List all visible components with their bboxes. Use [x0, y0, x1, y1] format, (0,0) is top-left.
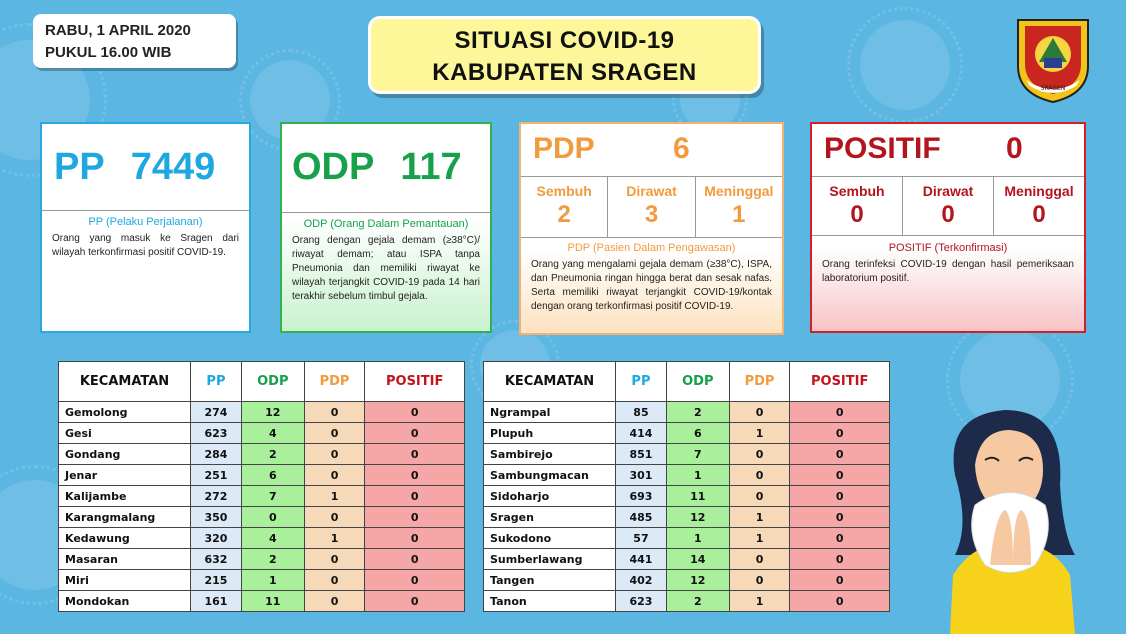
positif-cell: 0: [365, 570, 465, 591]
pp-headline: [54, 146, 215, 189]
table-row: [59, 486, 465, 507]
odp-desc-title: ODP (Orang Dalam Pemantauan): [303, 218, 469, 230]
positif-cell: 0: [790, 549, 890, 570]
odp-cell: 12: [666, 570, 729, 591]
positif-meninggal: Meninggal 0: [993, 177, 1084, 235]
odp-cell: 14: [666, 549, 729, 570]
odp-cell: 1: [666, 528, 729, 549]
pdp-cell: 1: [729, 423, 790, 444]
pdp-sembuh: Sembuh 2: [536, 183, 592, 228]
pp-value: 7449: [130, 146, 216, 188]
header-pdp: PDP: [729, 362, 790, 402]
odp-cell: 4: [241, 528, 304, 549]
kecamatan-table-left: [58, 361, 465, 612]
odp-cell: 1: [241, 570, 304, 591]
pdp-value: 6: [673, 132, 690, 165]
virus-icon: [860, 20, 950, 110]
table-row: [59, 465, 465, 486]
odp-cell: 2: [241, 444, 304, 465]
odp-cell: 7: [666, 444, 729, 465]
pdp-cell: 0: [304, 465, 365, 486]
kecamatan-cell: Karangmalang: [59, 507, 191, 528]
pp-cell: 274: [191, 402, 242, 423]
odp-value: 117: [400, 146, 462, 188]
pdp-cell: 0: [304, 402, 365, 423]
pdp-label: PDP: [533, 132, 595, 165]
odp-cell: 2: [666, 591, 729, 612]
table-header-row: [59, 362, 465, 402]
table-row: [484, 465, 890, 486]
kecamatan-cell: Gesi: [59, 423, 191, 444]
header-pp: PP: [191, 362, 242, 402]
odp-cell: 2: [241, 549, 304, 570]
positif-cell: 0: [790, 423, 890, 444]
header-odp: ODP: [241, 362, 304, 402]
kecamatan-cell: Sambirejo: [484, 444, 616, 465]
table-row: [59, 423, 465, 444]
pdp-cell: 0: [729, 402, 790, 423]
pdp-cell: 0: [304, 591, 365, 612]
kecamatan-cell: Tangen: [484, 570, 616, 591]
table-row: [59, 549, 465, 570]
pp-cell: 485: [616, 507, 667, 528]
pp-cell: 215: [191, 570, 242, 591]
odp-headline: [292, 146, 462, 189]
kecamatan-cell: Gemolong: [59, 402, 191, 423]
time-text: PUKUL 16.00 WIB: [45, 44, 172, 61]
pp-cell: 623: [191, 423, 242, 444]
pdp-dirawat: Dirawat 3: [607, 177, 694, 237]
positif-label: POSITIF: [824, 132, 941, 165]
positif-desc-title: POSITIF (Terkonfirmasi): [888, 242, 1008, 254]
pdp-cell: 0: [304, 570, 365, 591]
positif-cell: 0: [790, 486, 890, 507]
header-positif: POSITIF: [790, 362, 890, 402]
pdp-desc-title: PDP (Pasien Dalam Pengawasan): [567, 242, 736, 254]
table-row: [59, 570, 465, 591]
pdp-cell: 0: [304, 549, 365, 570]
pdp-cell: 1: [304, 486, 365, 507]
positif-breakdown: [812, 176, 1084, 236]
pdp-meninggal: Meninggal 1: [695, 177, 782, 237]
odp-cell: 2: [666, 402, 729, 423]
positif-value: 0: [1006, 132, 1023, 165]
odp-cell: 6: [241, 465, 304, 486]
positif-cell: 0: [365, 528, 465, 549]
positif-cell: 0: [365, 591, 465, 612]
kecamatan-cell: Plupuh: [484, 423, 616, 444]
pdp-cell: 0: [729, 549, 790, 570]
table-row: [59, 507, 465, 528]
pdp-breakdown: [521, 176, 782, 238]
odp-cell: 11: [241, 591, 304, 612]
odp-label: ODP: [292, 146, 375, 188]
pdp-desc: Orang yang mengalami gejala demam (≥38°C), ISPA, dan Pneumonia ringan hingga berat dan sesak nafas. Serta memiliki riwayat terjangkit COVID-19/kontak dengan orang terkonfirmasi positif COVID-19.: [531, 259, 772, 312]
pdp-cell: 0: [304, 507, 365, 528]
pp-cell: 632: [191, 549, 242, 570]
positif-cell: 0: [365, 486, 465, 507]
pdp-cell: 0: [729, 444, 790, 465]
pdp-cell: 0: [729, 486, 790, 507]
positif-cell: 0: [365, 549, 465, 570]
kecamatan-cell: Sambungmacan: [484, 465, 616, 486]
table-header-row: [484, 362, 890, 402]
table-row: [484, 507, 890, 528]
pdp-cell: 1: [304, 528, 365, 549]
pdp-cell: 1: [729, 507, 790, 528]
positif-cell: 0: [365, 465, 465, 486]
pp-cell: 851: [616, 444, 667, 465]
kecamatan-cell: Kalijambe: [59, 486, 191, 507]
positif-cell: 0: [790, 444, 890, 465]
kecamatan-cell: Masaran: [59, 549, 191, 570]
positif-cell: 0: [790, 507, 890, 528]
pdp-cell: 0: [304, 444, 365, 465]
kecamatan-cell: Ngrampal: [484, 402, 616, 423]
table-row: [484, 423, 890, 444]
pp-cell: 272: [191, 486, 242, 507]
pp-cell: 414: [616, 423, 667, 444]
positif-cell: 0: [365, 402, 465, 423]
table-row: [59, 591, 465, 612]
odp-cell: 11: [666, 486, 729, 507]
table-row: [484, 402, 890, 423]
kecamatan-cell: Gondang: [59, 444, 191, 465]
table-row: [484, 486, 890, 507]
pdp-cell: 0: [729, 465, 790, 486]
kecamatan-cell: Kedawung: [59, 528, 191, 549]
date-text: RABU, 1 APRIL 2020: [45, 22, 191, 39]
pp-desc: Orang yang masuk ke Sragen dari wilayah terkonfirmasi positif COVID-19.: [52, 233, 239, 258]
positif-cell: 0: [365, 507, 465, 528]
table-row: [484, 570, 890, 591]
positif-cell: 0: [365, 423, 465, 444]
odp-cell: 4: [241, 423, 304, 444]
header-pp: PP: [616, 362, 667, 402]
pp-cell: 161: [191, 591, 242, 612]
odp-cell: 7: [241, 486, 304, 507]
kecamatan-cell: Jenar: [59, 465, 191, 486]
kecamatan-cell: Sidoharjo: [484, 486, 616, 507]
odp-cell: 0: [241, 507, 304, 528]
pp-cell: 85: [616, 402, 667, 423]
header-odp: ODP: [666, 362, 729, 402]
pp-cell: 693: [616, 486, 667, 507]
kecamatan-cell: Sragen: [484, 507, 616, 528]
table-row: [484, 444, 890, 465]
odp-cell: 6: [666, 423, 729, 444]
odp-desc: Orang dengan gejala demam (≥38°C)/ riwayat demam; atau ISPA tanpa Pneumonia dan memiliki riwayat ke wilayah terjangkit COVID-19 pada 14 hari terakhir sebelum timbul gejala.: [292, 235, 480, 302]
positif-card: [810, 122, 1086, 333]
table-row: [59, 444, 465, 465]
header-pdp: PDP: [304, 362, 365, 402]
pp-card: [40, 122, 251, 333]
table-row: [484, 549, 890, 570]
header-kecamatan: KECAMATAN: [59, 362, 191, 402]
pdp-cell: 0: [729, 570, 790, 591]
page-title: [368, 16, 761, 94]
pdp-headline: [533, 132, 690, 166]
header-positif: POSITIF: [365, 362, 465, 402]
sragen-logo-icon: [1014, 14, 1092, 104]
pdp-cell: 0: [304, 423, 365, 444]
pp-cell: 320: [191, 528, 242, 549]
table-row: [59, 402, 465, 423]
pdp-cell: 1: [729, 591, 790, 612]
kecamatan-cell: Miri: [59, 570, 191, 591]
table-row: [484, 591, 890, 612]
pp-label: PP: [54, 146, 105, 188]
positif-cell: 0: [790, 528, 890, 549]
pp-cell: 441: [616, 549, 667, 570]
pp-cell: 402: [616, 570, 667, 591]
title-line-1: SITUASI COVID-19: [454, 27, 675, 54]
positif-cell: 0: [790, 570, 890, 591]
pp-cell: 284: [191, 444, 242, 465]
positif-desc: Orang terinfeksi COVID-19 dengan hasil pemeriksaan laboratorium positif.: [822, 259, 1074, 284]
odp-card: [280, 122, 492, 333]
kecamatan-cell: Mondokan: [59, 591, 191, 612]
kecamatan-cell: Sukodono: [484, 528, 616, 549]
positif-sembuh: Sembuh 0: [829, 183, 885, 228]
positif-dirawat: Dirawat 0: [902, 177, 993, 235]
sneezing-woman-illustration: [935, 405, 1085, 634]
positif-cell: 0: [790, 402, 890, 423]
odp-cell: 12: [241, 402, 304, 423]
pp-desc-title: PP (Pelaku Perjalanan): [88, 216, 203, 228]
kecamatan-cell: Sumberlawang: [484, 549, 616, 570]
logo-text: SRAGEN: [1040, 85, 1066, 92]
kecamatan-table-right: [483, 361, 890, 612]
table-row: [484, 528, 890, 549]
pp-cell: 57: [616, 528, 667, 549]
positif-cell: 0: [365, 444, 465, 465]
positif-cell: 0: [790, 591, 890, 612]
odp-cell: 1: [666, 465, 729, 486]
pdp-card: [519, 122, 784, 335]
odp-cell: 12: [666, 507, 729, 528]
pdp-cell: 1: [729, 528, 790, 549]
pp-cell: 623: [616, 591, 667, 612]
title-line-2: KABUPATEN SRAGEN: [432, 59, 697, 86]
positif-cell: 0: [790, 465, 890, 486]
pp-cell: 301: [616, 465, 667, 486]
table-row: [59, 528, 465, 549]
pp-cell: 350: [191, 507, 242, 528]
date-box: [33, 14, 236, 68]
header-kecamatan: KECAMATAN: [484, 362, 616, 402]
positif-headline: [824, 132, 1023, 166]
pp-cell: 251: [191, 465, 242, 486]
kecamatan-cell: Tanon: [484, 591, 616, 612]
